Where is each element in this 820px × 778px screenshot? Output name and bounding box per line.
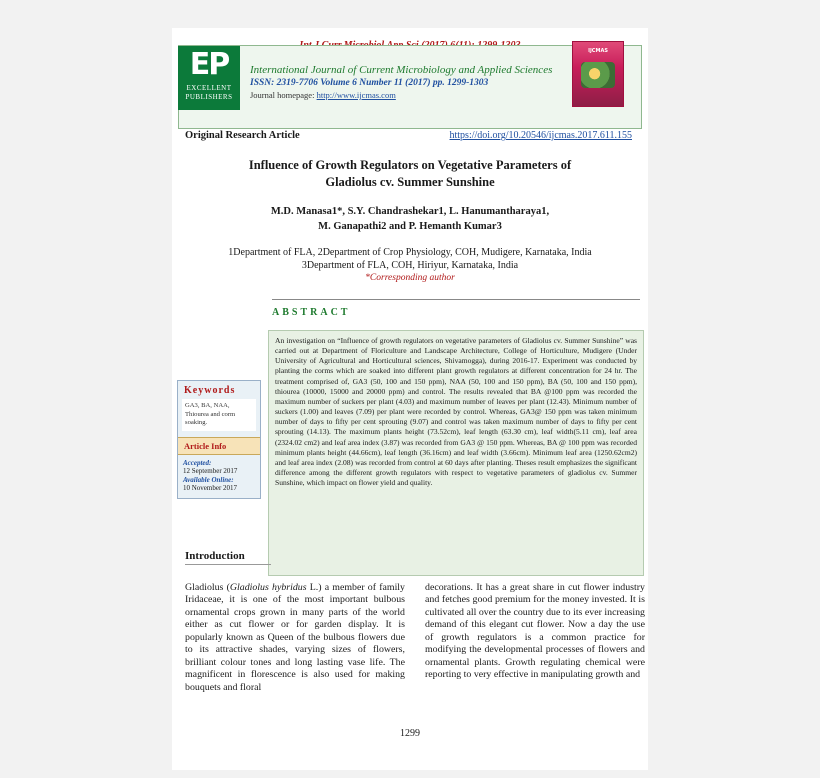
journal-cover-image [572, 41, 624, 107]
available-date: 10 November 2017 [183, 484, 238, 493]
doi-link[interactable]: https://doi.org/10.20546/ijcmas.2017.611.155 [449, 130, 632, 141]
homepage-link[interactable]: http://www.ijcmas.com [316, 90, 396, 100]
paper-title [192, 157, 628, 191]
intro-column-left [185, 582, 405, 694]
intro-column-right: decorations. It has a great share in cut flower industry and fetches good premium for the money invested. It is cultivated all over the country due to its ever increasing demand of this elegant cut flower. Now a day the use of growth regulators is a common practice for modifying the developmental processes of flowers and ornamental plants. Growth regulating chemical were reporting to very effective in manipulating growth and [425, 582, 645, 681]
introduction-heading: Introduction [185, 550, 271, 565]
accepted-date: 12 September 2017 [183, 467, 238, 476]
intro-left-text-b: L.) a member of family Iridaceae, it is one of the most important bulbous ornamental crops grown in many parts of the world either as cut flower or for garden display. It is popularly known as Queen of the bulbous flowers due to its attractive shades, varying sizes of flowers, brilliant colour tones and long lasting vase life. The magnificent in florescence is also used for making bouquets and floral [185, 582, 405, 693]
journal-name: International Journal of Current Microbiology and Applied Sciences [250, 64, 553, 76]
title-line-2: Gladiolus cv. Summer Sunshine [325, 175, 495, 189]
keywords-text: GA3, BA, NAA, Thiourea and corm soaking. [182, 399, 256, 431]
title-line-1: Influence of Growth Regulators on Vegetative Parameters of [248, 158, 572, 172]
corresponding-author: *Corresponding author [365, 273, 455, 283]
affiliation-line-2: 3Department of FLA, COH, Hiriyur, Karnataka, India [301, 260, 519, 271]
paper-page [172, 28, 648, 770]
cover-title: IJCMAS [588, 48, 608, 54]
authors-line-1: M.D. Manasa1*, S.Y. Chandrashekar1, L. Hanumantharaya1, [270, 206, 550, 217]
journal-issn: ISSN: 2319-7706 Volume 6 Number 11 (2017) pp. 1299-1303 [250, 78, 489, 88]
species-name: Gladiolus hybridus [229, 582, 307, 593]
article-sidebar [177, 380, 261, 499]
article-info [178, 455, 260, 498]
authors-line-2: M. Ganapathi2 and P. Hemanth Kumar3 [318, 221, 502, 232]
cover-flower-image [581, 62, 615, 88]
journal-homepage [250, 90, 570, 100]
logo-text: EXCELLENT PUBLISHERS [185, 84, 233, 101]
logo-letters: EP [189, 47, 229, 82]
homepage-label: Journal homepage: [250, 90, 317, 100]
article-info-heading: Article Info [178, 437, 260, 455]
accepted-label: Accepted: [183, 458, 212, 467]
publisher-logo [178, 46, 240, 110]
keywords-heading: Keywords [178, 381, 260, 399]
intro-left-text-a: Gladiolus ( [185, 582, 230, 593]
article-type: Original Research Article [185, 130, 300, 141]
affiliation-line-1: 1Department of FLA, 2Department of Crop Physiology, COH, Mudigere, Karnataka, India [228, 247, 592, 258]
abstract-heading: ABSTRACT [272, 299, 640, 318]
available-label: Available Online: [183, 475, 234, 484]
page-number: 1299 [400, 728, 420, 739]
authors [192, 204, 628, 234]
affiliations [192, 246, 628, 285]
abstract-text: An investigation on “Influence of growth regulators on vegetative parameters of Gladiolus cv. Summer Sunshine” was carried out at Department of Floriculture and Landscape Architecture, College of Horticulture, Mudigere (Under University of Agricultural and Horticultural sciences, Shivamogga), during 2016-17. Experiment was conducted by planting the corms which are soaked into different plant growth regulators at different concentration for 24 hr. The treatment comprised of, GA3 (50, 100 and 150 ppm), NAA (50, 100 and 150 ppm), BA (50, 100 and 150 ppm), thiourea (10000, 15000 and 20000 ppm) and control. The results revealed that BA @100 ppm was recorded the maximum number of suckers per plant (4.03) and maximum number of leaves per plant (12.43). Minimum number of suckers (1.00) and leaves (7.09) per plant were recorded by control. Whereas, GA3@ 150 ppm was taken minimum number of days to fifty per cent sprouting (9.07) and control was taken maximum number of days to fifty per cent sprouting (14.13). The maximum plants height (73.52cm), leaf length (63.30 cm), leaf width(5.11 cm), leaf area (2324.02 cm2) and leaf area index (3.87) was recorded from GA3 @ 150 ppm. Whereas, BA @ 100 ppm was recorded minimum plants height (44.66cm), leaf length (36.16cm) and leaf width (3.66cm). Minimum leaf area (1250.62cm2) and leaf area index (2.08) was recorded from control at 60 days after planting. Theses result emphasizes the significant difference among the different growth regulators with respect to vegetative parameters of gladiolus cv. Summer Sunshine, which impact on flower yield and quality. [268, 330, 644, 576]
journal-info [250, 64, 570, 100]
